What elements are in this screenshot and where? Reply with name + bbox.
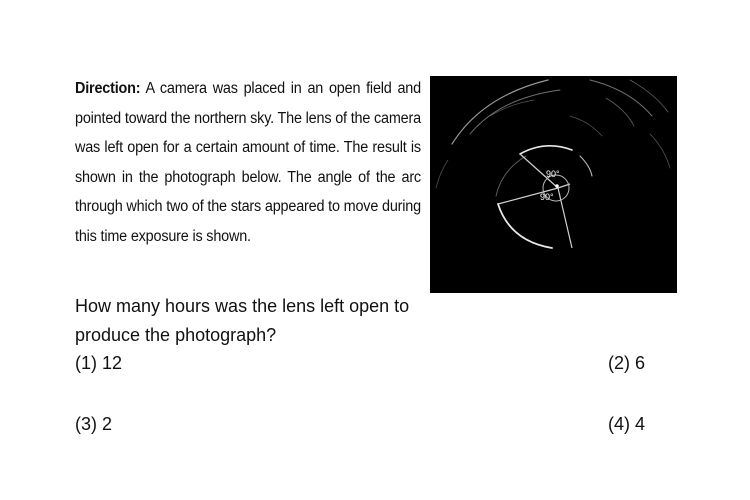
option-1[interactable] — [75, 352, 122, 374]
polaris-star — [555, 184, 559, 188]
option-3-value: 2 — [102, 414, 113, 434]
direction-paragraph — [75, 74, 421, 252]
angle-label-bottom: 90° — [540, 192, 554, 202]
option-2[interactable] — [608, 352, 645, 374]
star-trail-graphic — [430, 76, 677, 293]
option-4-number: (4) — [608, 414, 630, 434]
option-3[interactable] — [75, 413, 112, 435]
option-1-number: (1) — [75, 353, 97, 373]
option-1-value: 12 — [102, 353, 123, 373]
option-2-number: (2) — [608, 353, 630, 373]
star-trail-photograph — [430, 76, 677, 293]
option-4-value: 4 — [635, 414, 646, 434]
option-4[interactable] — [608, 413, 645, 435]
option-2-value: 6 — [635, 353, 646, 373]
question-text: How many hours was the lens left open to produce the photograph? — [75, 296, 410, 345]
direction-text: A camera was placed in an open field and pointed toward the northern sky. The lens of the camera was left open for a certain amount of time. The result is shown in the photograph below. The angle of the arc through which two of the stars appeared to move during this time exposure is shown. — [75, 80, 421, 245]
angle-label-top: 90° — [546, 169, 560, 179]
option-3-number: (3) — [75, 414, 97, 434]
direction-label: Direction: — [75, 80, 141, 97]
